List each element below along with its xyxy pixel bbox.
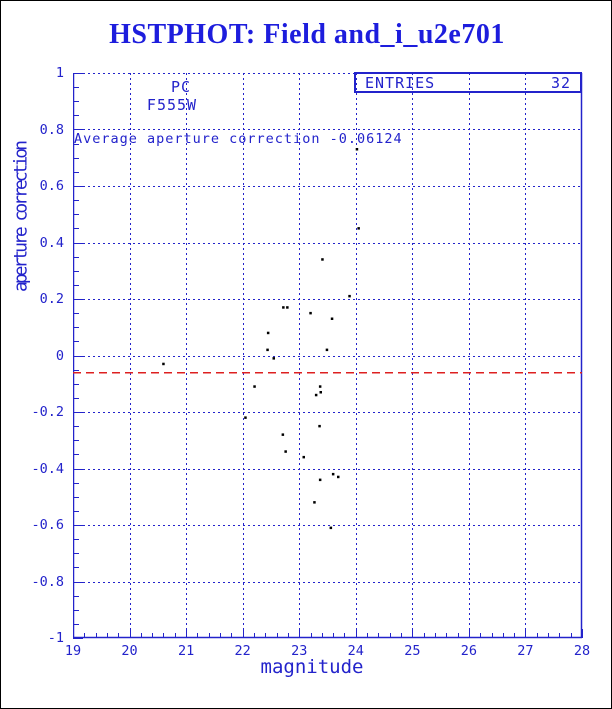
data-point xyxy=(282,306,285,309)
x-tick-label-26: 26 xyxy=(460,643,477,659)
x-tick-label-24: 24 xyxy=(347,643,364,659)
data-point xyxy=(282,433,285,436)
data-point xyxy=(320,391,323,394)
x-tick-label-25: 25 xyxy=(404,643,421,659)
data-point xyxy=(319,385,322,388)
y-tick-label--0.8: -0.8 xyxy=(31,573,64,590)
y-tick-label-1: 1 xyxy=(55,65,64,81)
data-point xyxy=(318,425,321,428)
data-point xyxy=(162,363,165,366)
data-point xyxy=(330,527,333,530)
data-point xyxy=(273,357,276,360)
data-point xyxy=(286,306,289,309)
y-tick-label-0: 0 xyxy=(55,347,64,364)
x-tick-label-22: 22 xyxy=(234,643,251,659)
y-tick-label-0.4: 0.4 xyxy=(39,234,64,251)
y-tick-label--0.4: -0.4 xyxy=(31,460,64,477)
data-point xyxy=(267,332,270,335)
data-point xyxy=(326,349,329,352)
data-point xyxy=(331,318,334,321)
data-point xyxy=(315,394,318,397)
data-point xyxy=(313,501,316,504)
data-point xyxy=(244,416,247,419)
data-point xyxy=(253,385,256,388)
data-point xyxy=(321,258,324,261)
y-tick-label-0.6: 0.6 xyxy=(39,178,64,194)
data-point xyxy=(357,227,360,230)
data-point xyxy=(303,456,306,459)
x-tick-label-20: 20 xyxy=(121,643,138,659)
y-axis-label: aperture correction xyxy=(10,143,32,293)
entries-label: ENTRIES xyxy=(365,73,436,92)
filter-label: F555W xyxy=(146,96,198,114)
entries-value: 32 xyxy=(550,73,571,92)
data-point xyxy=(319,479,322,482)
y-tick-label-0.8: 0.8 xyxy=(39,121,64,138)
average-correction-annotation: Average aperture correction -0.06124 xyxy=(74,131,403,147)
y-tick-label--1: -1 xyxy=(47,630,64,646)
y-tick-label--0.2: -0.2 xyxy=(31,404,64,420)
data-point xyxy=(348,295,351,298)
data-point xyxy=(337,476,340,479)
entries-stats-box xyxy=(354,72,582,93)
x-axis-label: magnitude xyxy=(260,656,364,678)
x-tick-label-19: 19 xyxy=(64,643,82,659)
data-point xyxy=(356,148,359,151)
scatter-plot xyxy=(73,73,583,639)
y-tick-label-0.2: 0.2 xyxy=(39,291,64,307)
data-point xyxy=(332,473,335,476)
data-point xyxy=(284,450,287,453)
data-point xyxy=(266,349,269,352)
x-tick-label-23: 23 xyxy=(291,643,308,659)
x-tick-label-28: 28 xyxy=(573,643,591,659)
data-point xyxy=(309,312,312,315)
y-tick-label--0.6: -0.6 xyxy=(31,517,64,533)
detector-label: PC xyxy=(170,78,192,96)
x-tick-label-21: 21 xyxy=(177,643,195,659)
x-tick-label-27: 27 xyxy=(517,643,534,659)
page-title: HSTPHOT: Field and_i_u2e701 xyxy=(109,19,505,50)
